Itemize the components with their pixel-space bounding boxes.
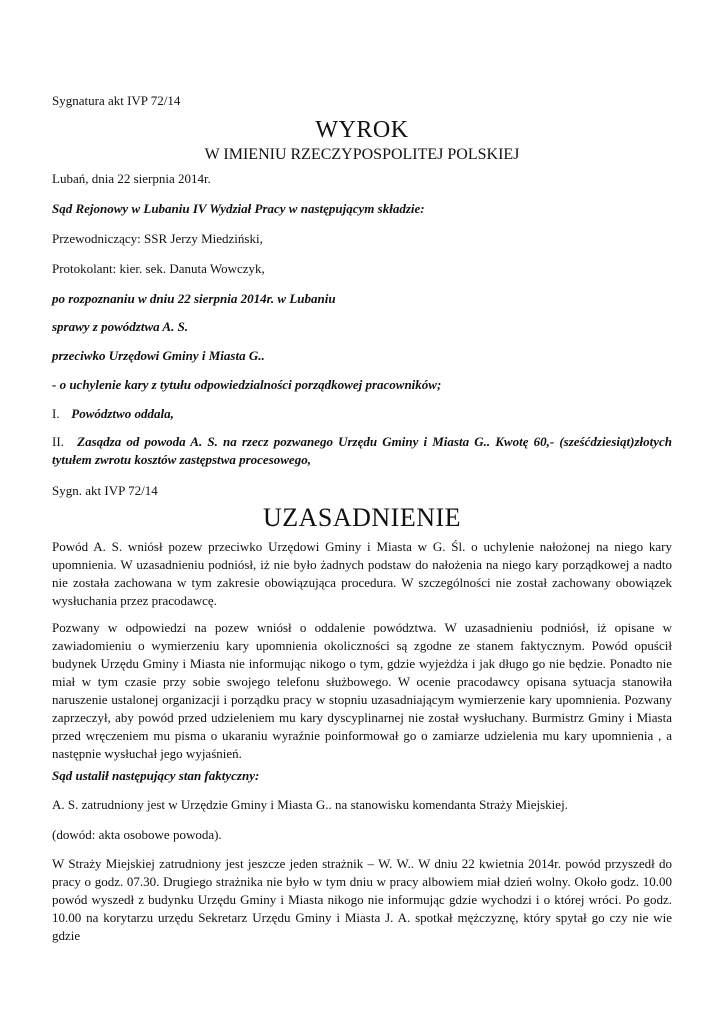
justification-signature: Sygn. akt IVP 72/14 bbox=[52, 483, 158, 498]
verdict-item-number: I. bbox=[52, 406, 60, 421]
judgment-subtitle: W IMIENIU RZECZYPOSPOLITEJ POLSKIEJ bbox=[204, 146, 520, 163]
judgment-title: WYROK bbox=[315, 117, 409, 143]
case-subject: - o uchylenie kary z tytułu odpowiedzialności porządkowej pracowników; bbox=[52, 377, 442, 392]
court-chair: Przewodniczący: SSR Jerzy Miedziński, bbox=[52, 231, 263, 246]
case-signature: Sygnatura akt IVP 72/14 bbox=[52, 93, 181, 108]
verdict-item-number: II. bbox=[52, 434, 64, 449]
case-parties-defendant: przeciwko Urzędowi Gminy i Miasta G.. bbox=[52, 348, 265, 363]
justification-paragraph: A. S. zatrudniony jest w Urzędzie Gminy i Miasta G.. na stanowisku komendanta Straży Miejskiej. bbox=[52, 797, 568, 812]
verdict-item bbox=[52, 433, 672, 469]
verdict-item-text: Powództwo oddala, bbox=[71, 406, 174, 421]
hearing-info: po rozpoznaniu w dniu 22 sierpnia 2014r. w Lubaniu bbox=[52, 291, 336, 306]
justification-paragraph: Pozwany w odpowiedzi na pozew wniósł o oddalenie powództwa. W uzasadnieniu podniósł, iż opisane w zawiadomieniu o wymierzeniu kary upomnienia okoliczności są zgodne ze stanem faktycznym. Powód opuścił budynek Urzędu Gminy i Miasta nie informując nikogo o tym, gdzie wyjeżdża i jak długo go nie będzie. Ponadto nie miał w tym czasie przy sobie swojego telefonu służbowego. W ocenie pracodawcy opisana sytuacja stanowiła naruszenie ustalonej organizacji i porządku pracy w stopniu uzasadniającym wymierzenie kary upomnienia. Pozwany zaprzeczył, aby powód przed udzieleniem mu kary dyscyplinarnej nie został wysłuchany. Burmistrz Gminy i Miasta przed wręczeniem mu pisma o ukaraniu wyraźnie poinformował go o zamiarze udzielenia mu kary upomnienia , a następnie wysłuchał jego wyjaśnień. bbox=[52, 620, 672, 761]
court-clerk: Protokolant: kier. sek. Danuta Wowczyk, bbox=[52, 261, 265, 276]
verdict-item-text: Zasądza od powoda A. S. na rzecz pozwanego Urzędu Gminy i Miasta G.. Kwotę 60,- (sześćdziesiąt)złotych tytułem zwrotu kosztów zastępstwa procesowego, bbox=[52, 434, 672, 467]
case-parties-plaintiff: sprawy z powództwa A. S. bbox=[52, 319, 189, 334]
verdict-item bbox=[52, 405, 672, 423]
evidence-note: (dowód: akta osobowe powoda). bbox=[52, 827, 222, 842]
justification-paragraph: W Straży Miejskiej zatrudniony jest jeszcze jeden strażnik – W. W.. W dniu 22 kwietnia 2014r. powód przyszedł do pracy o godz. 07.30. Drugiego strażnika nie było w tym dniu w pracy albowiem miał dzień wolny. Około godz. 10.00 powód wyszedł z budynku Urzędu Gminy i Miasta nikogo nie informując gdzie wychodzi i o której wróci. Po godz. 10.00 na korytarzu urzędu Sekretarz Urzędu Gminy i Miasta J. A. spotkał mężczyznę, który spytał go czy nie wie gdzie bbox=[52, 856, 672, 943]
justification-paragraph: Powód A. S. wniósł pozew przeciwko Urzędowi Gminy i Miasta w G. Śl. o uchylenie nałożonej na niego kary upomnienia. W uzasadnieniu podniósł, iż nie było żadnych podstaw do nałożenia na niego kary porządkowej a nadto nie została zachowana w tym zakresie obowiązująca procedura. W szczególności nie został zachowany obowiązek wysłuchania przez pracodawcę. bbox=[52, 539, 672, 608]
justification-title: UZASADNIENIE bbox=[262, 503, 462, 532]
place-date: Lubań, dnia 22 sierpnia 2014r. bbox=[52, 171, 211, 186]
facts-heading: Sąd ustalił następujący stan faktyczny: bbox=[52, 768, 260, 783]
court-composition: Sąd Rejonowy w Lubaniu IV Wydział Pracy w następującym składzie: bbox=[52, 201, 425, 216]
